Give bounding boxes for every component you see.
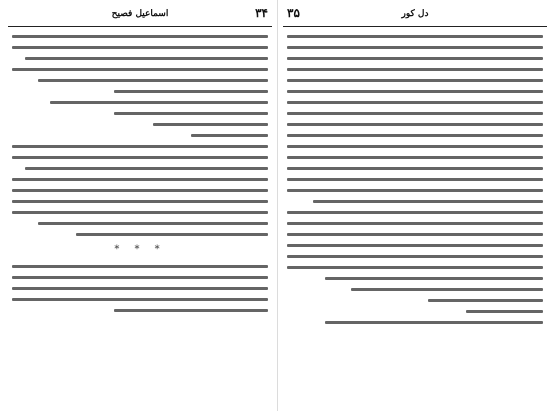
- left-page: [8, 0, 272, 411]
- text-line: [287, 145, 543, 148]
- text-line: [287, 68, 543, 71]
- text-line: [287, 222, 543, 225]
- text-line: [76, 233, 268, 236]
- text-line: [287, 123, 543, 126]
- left-page-header: [8, 0, 272, 27]
- text-line: [12, 298, 268, 301]
- section-divider: * * *: [114, 244, 166, 255]
- text-line: [38, 79, 268, 82]
- text-line: [287, 255, 543, 258]
- text-line: [12, 265, 268, 268]
- text-line: [153, 123, 268, 126]
- text-line: [287, 167, 543, 170]
- text-line: [12, 276, 268, 279]
- text-line: [287, 266, 543, 269]
- text-line: [191, 134, 268, 137]
- right-page-header: [283, 0, 547, 27]
- text-line: [287, 189, 543, 192]
- text-line: [466, 310, 543, 313]
- text-line: [313, 200, 543, 203]
- text-line: [287, 46, 543, 49]
- text-line: [287, 156, 543, 159]
- text-line: [12, 287, 268, 290]
- right-page-number: ۳۵: [287, 6, 300, 20]
- text-line: [428, 299, 543, 302]
- text-line: [12, 46, 268, 49]
- gutter: [277, 0, 278, 411]
- text-line: [287, 244, 543, 247]
- text-line: [325, 277, 543, 280]
- text-line: [12, 68, 268, 71]
- text-line: [287, 35, 543, 38]
- right-running-head: دل کور: [401, 9, 429, 19]
- text-line: [50, 101, 268, 104]
- left-page-number: ۳۴: [255, 6, 268, 20]
- text-line: [287, 134, 543, 137]
- text-line: [287, 211, 543, 214]
- text-line: [12, 35, 268, 38]
- text-line: [287, 112, 543, 115]
- text-line: [25, 167, 268, 170]
- text-line: [12, 156, 268, 159]
- text-line: [25, 57, 268, 60]
- text-line: [351, 288, 543, 291]
- text-line: [325, 321, 543, 324]
- text-line: [12, 200, 268, 203]
- text-line: [287, 57, 543, 60]
- text-line: [12, 211, 268, 214]
- left-running-head: اسماعیل فصیح: [111, 9, 169, 19]
- right-page-text: [283, 27, 547, 324]
- left-page-text: [8, 27, 272, 312]
- text-line: [287, 233, 543, 236]
- text-line: [12, 178, 268, 181]
- text-line: [114, 112, 268, 115]
- text-line: [287, 90, 543, 93]
- text-line: [287, 178, 543, 181]
- text-line: [287, 79, 543, 82]
- text-line: [114, 90, 268, 93]
- text-line: [12, 145, 268, 148]
- text-line: [287, 101, 543, 104]
- text-line: [12, 189, 268, 192]
- text-line: [38, 222, 268, 225]
- text-line: [114, 309, 268, 312]
- right-page: [283, 0, 547, 411]
